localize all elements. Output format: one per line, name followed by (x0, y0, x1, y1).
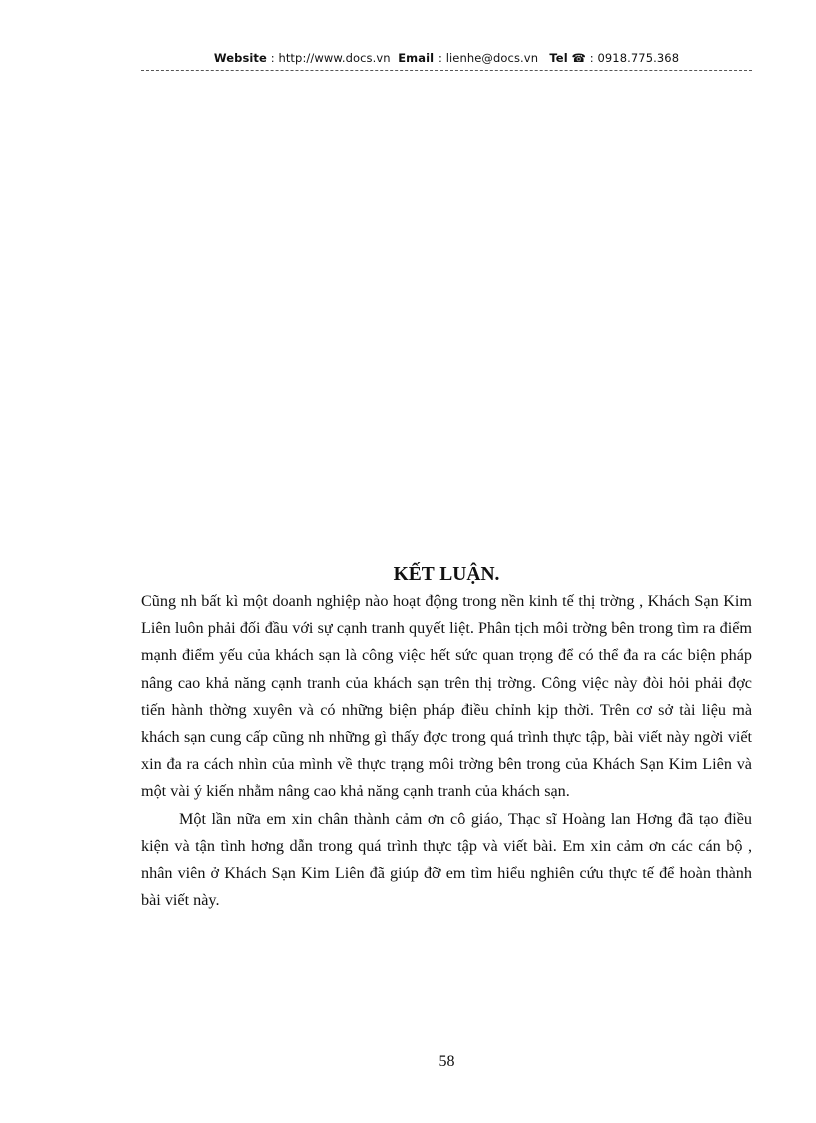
phone-icon: ☎ (571, 51, 586, 65)
email-separator: : (434, 51, 446, 65)
tel-number: 0918.775.368 (597, 51, 680, 65)
email-address[interactable]: lienhe@docs.vn (445, 51, 539, 65)
email-label: Email (398, 51, 435, 65)
page-number: 58 (438, 1053, 455, 1070)
tel-label: Tel (549, 51, 568, 65)
page-title: KẾT LUẬN. (393, 564, 500, 585)
paragraph: Một lần nữa em xin chân thành cảm ơn cô giáo, Thạc sĩ Hoàng lan Hơng đã tạo điều kiện và tận tình hơng dẫn trong quá trình thực tập và viết bài. Em xin cảm ơn các cán bộ , nhân viên ở Khách Sạn Kim Liên đã giúp đỡ em tìm hiểu nghiên cứu thực tế để hoàn thành bài viết này. (141, 809, 752, 910)
document-body (141, 588, 752, 914)
website-separator: : (266, 51, 279, 65)
website-label: Website (213, 51, 267, 65)
website-url[interactable]: http://www.docs.vn (278, 51, 391, 65)
tel-separator: : (585, 51, 598, 65)
page-header (141, 51, 752, 65)
header-divider (141, 70, 752, 71)
paragraph: Cũng nh bất kì một doanh nghiệp nào hoạt động trong nền kinh tế thị trờng , Khách Sạn Kim Liên luôn phải đối đầu với sự cạnh tranh quyết liệt. Phân tịch môi trờng bên trong tìm ra điểm mạnh điểm yếu của khách sạn là công việc hết sức quan trọng để có thể đa ra các biện pháp nâng cao khả năng cạnh tranh của khách sạn trên thị trờng. Công việc này đòi hỏi phải đợc tiến hành thờng xuyên và có những biện pháp điều chỉnh kịp thời. Trên cơ sở tài liệu mà khách sạn cung cấp cũng nh những gì thấy đợc trong quá trình thực tập, bài viết này ngời viết xin đa ra cách nhìn của mình về thực trạng môi trờng bên trong của Khách Sạn Kim Liên và một vài ý kiến nhằm nâng cao khả năng cạnh tranh của khách sạn. (141, 592, 752, 801)
